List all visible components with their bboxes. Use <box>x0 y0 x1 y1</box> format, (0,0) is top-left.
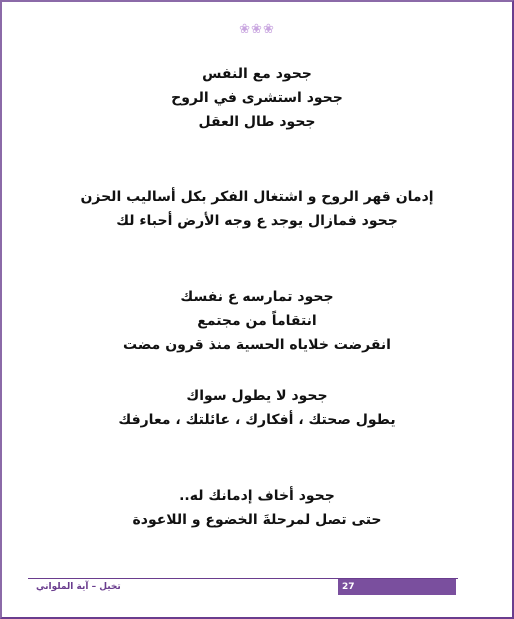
stanza <box>40 384 474 432</box>
poem-line: جحود طال العقل <box>198 114 316 130</box>
stanza <box>40 185 474 233</box>
poem-line: انتقاماً من مجتمع <box>197 313 317 329</box>
poem-line: انقرضت خلاياه الحسية منذ قرون مضت <box>123 337 391 353</box>
poem-line: جحود لا يطول سواك <box>186 388 328 404</box>
page-number: 27 <box>342 582 355 592</box>
poem-line: جحود استشرى في الروح <box>171 90 343 106</box>
poem-line: جحود مع النفس <box>202 66 312 82</box>
stanza <box>40 285 474 357</box>
stanza <box>40 62 474 134</box>
flower-ornament-icon: ❀❀❀ <box>239 22 275 37</box>
page-number-box <box>338 579 456 595</box>
poem-line: حتى تصل لمرحلةَ الخضوع و اللاعودة <box>132 512 382 528</box>
poem-line: جحود تمارسه ع نفسك <box>180 289 334 305</box>
poem-line: إدمان قهر الروح و اشتغال الفكر بكل أساليب الحزن <box>80 189 434 205</box>
stanza <box>40 484 474 532</box>
footer-author: تخيل – آية الملواني <box>36 582 121 592</box>
poem-line: جحود فمازال يوجد ع وجه الأرض أحباء لك <box>116 213 398 229</box>
poem-line: جحود أخاف إدمانك له.. <box>179 488 335 504</box>
poem-line: يطول صحتك ، أفكارك ، عائلتك ، معارفك <box>118 412 396 428</box>
page-footer <box>0 578 514 598</box>
